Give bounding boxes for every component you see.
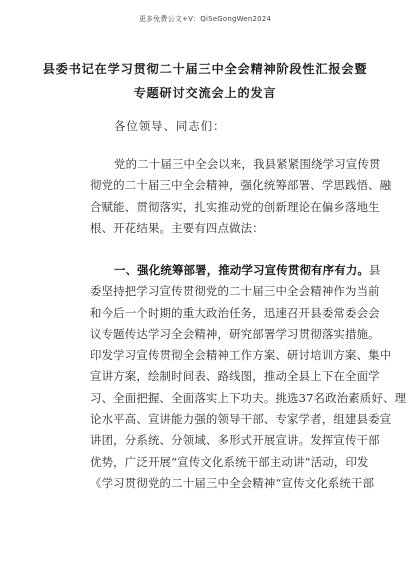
paragraph-line: 习、全面把握、全面落实上下功夫。挑选37名政治素质好、理 [90,390,407,405]
paragraph-line: 《学习贯彻党的二十届三中全会精神“宣传文化系统干部 [90,475,375,490]
paragraph-line: 优势，广泛开展“宣传文化系统干部主动讲”活动，印发 [90,454,369,469]
paragraph-section-one [90,260,407,494]
paragraph-line: 合赋能、贯彻落实，扎实推动党的创新理论在偏乡落地生 [90,199,380,214]
paragraph-line: 讲团，分系统、分领域、多形式开展宣讲。发挥宣传干部 [90,433,380,448]
paragraph-line: 印发学习宣传贯彻全会精神工作方案、研讨培训方案、集中 [90,348,392,363]
salutation: 各位领导、同志们： [114,119,226,133]
document-title-line-2: 专题研讨交流会上的发言 [133,86,277,100]
paragraph-intro [90,154,392,239]
paragraph-line: 党的二十届三中全会以来，我县紧紧围绕学习宣传贯 [114,157,381,171]
paragraph-line: 委坚持把学习宣传贯彻党的二十届三中全会精神作为当前 [90,284,380,299]
header-note: 更多免费公文+V：QiSeGongWen2024 [138,15,272,23]
section-heading-tail: 县 [369,263,381,277]
paragraph-line: 彻党的二十届三中全会精神，强化统筹部署、学思践悟、融 [90,178,392,193]
paragraph-line: 根、开花结果。主要有四点做法： [90,220,264,235]
paragraph-line: 议专题传达学习全会精神，研究部署学习贯彻落实措施。 [90,326,380,341]
section-heading-line [90,260,381,281]
paragraph-line: 宣讲方案，绘制时间表、路线图，推动全县上下在全面学 [90,369,380,384]
paragraph-line: 论水平高、宣讲能力强的领导干部、专家学者，组建县委宣 [90,412,392,427]
document-title-line-1: 县委书记在学习贯彻二十届三中全会精神阶段性汇报会暨 [42,62,368,76]
section-heading: 一、强化统筹部署，推动学习宣传贯彻有序有力。 [114,263,369,277]
paragraph-line: 和今后一个时期的重大政治任务，迅速召开县委常委会会 [90,305,380,320]
